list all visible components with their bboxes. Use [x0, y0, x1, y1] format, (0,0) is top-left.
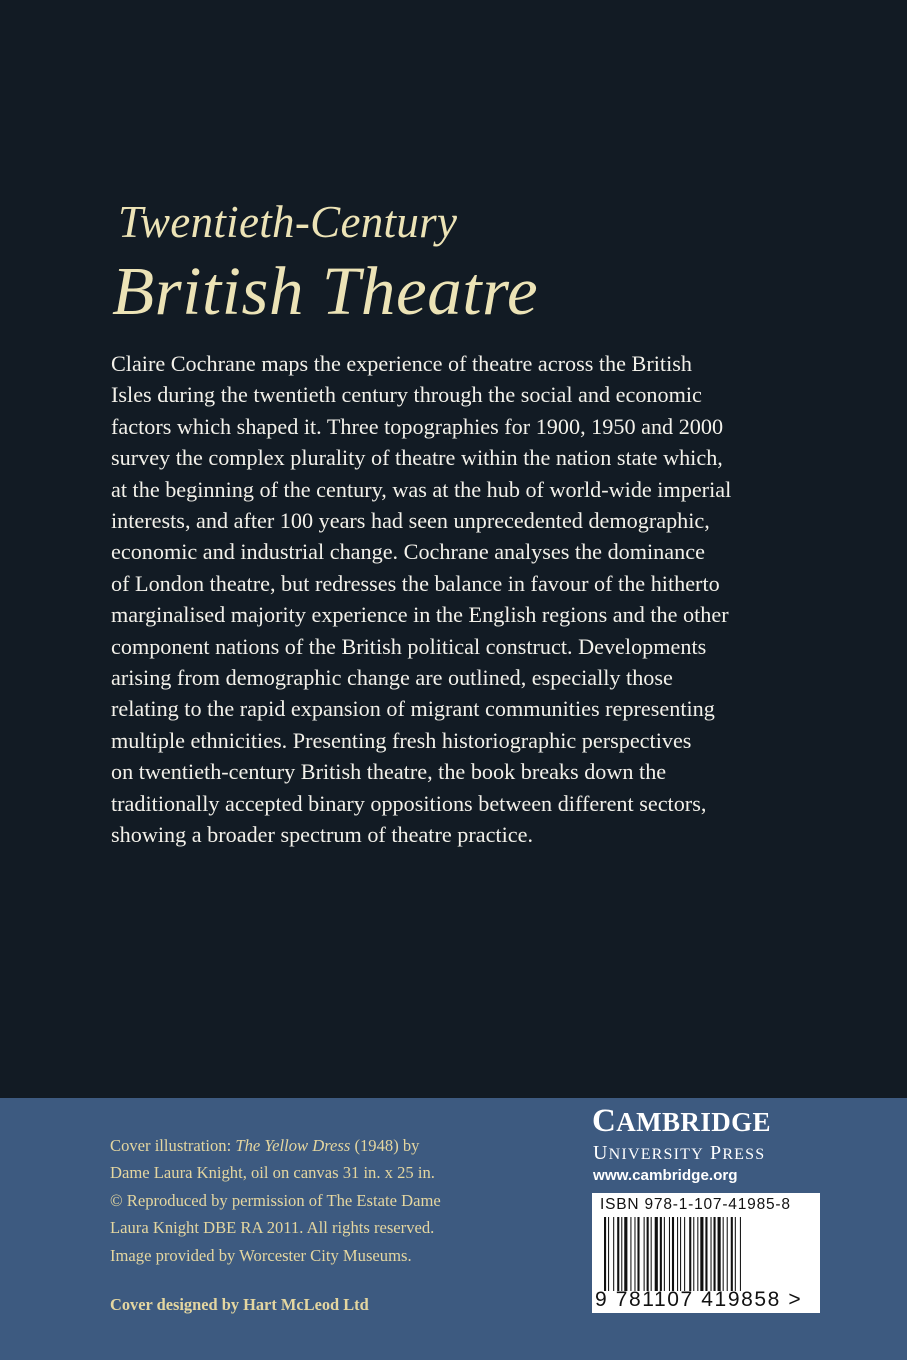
- publisher-name: CAMBRIDGE: [592, 1103, 771, 1139]
- publisher-subtitle: UNIVERSITY PRESS: [593, 1142, 766, 1164]
- blurb-line: marginalised majority experience in the English regions and the other: [111, 602, 729, 628]
- barcode-bar: [617, 1217, 619, 1291]
- barcode-digits: 9 781107 419858 >: [595, 1288, 803, 1311]
- barcode-bar: [637, 1217, 639, 1291]
- credit-line-first: [110, 1132, 550, 1159]
- barcode-bar: [621, 1217, 622, 1291]
- barcode-bar: [624, 1217, 627, 1291]
- credit-line: Dame Laura Knight, oil on canvas 31 in. x 25 in.: [110, 1163, 435, 1183]
- barcode-bar: [608, 1217, 609, 1291]
- blurb-line: survey the complex plurality of theatre within the nation state which,: [111, 445, 723, 471]
- credit-line: Image provided by Worcester City Museums.: [110, 1245, 412, 1265]
- blurb-line: Isles during the twentieth century through the social and economic: [111, 382, 702, 408]
- barcode-bar: [700, 1217, 703, 1291]
- book-blurb: [111, 348, 801, 851]
- barcode-bar: [655, 1217, 658, 1291]
- blurb-line: at the beginning of the century, was at the hub of world-wide imperial: [111, 476, 732, 502]
- barcode-bar: [672, 1217, 674, 1291]
- blurb-line: arising from demographic change are outlined, especially those: [111, 665, 673, 691]
- isbn-barcode: [592, 1193, 820, 1313]
- barcode-bar: [604, 1217, 606, 1291]
- barcode-bar: [651, 1217, 652, 1291]
- blurb-line: multiple ethnicities. Presenting fresh historiographic perspectives: [111, 727, 692, 753]
- barcode-bar: [718, 1217, 721, 1291]
- barcode-bar: [664, 1217, 665, 1291]
- barcode-bar: [680, 1217, 681, 1291]
- blurb-line: Claire Cochrane maps the experience of theatre across the British: [111, 351, 692, 376]
- cover-designer-credit: Cover designed by Hart McLeod Ltd: [110, 1295, 369, 1314]
- barcode-bar: [684, 1217, 685, 1291]
- blurb-line: economic and industrial change. Cochrane analyses the dominance: [111, 539, 705, 565]
- blurb-line: factors which shaped it. Three topographies for 1900, 1950 and 2000: [111, 413, 724, 439]
- barcode-bar: [735, 1217, 736, 1291]
- barcode-bar: [669, 1217, 670, 1291]
- credit-artwork-rest: (1948) by: [350, 1136, 420, 1155]
- credit-line: Laura Knight DBE RA 2011. All rights reserved.: [110, 1218, 435, 1238]
- barcode-bar: [727, 1217, 728, 1291]
- cover-credits: [110, 1132, 550, 1269]
- blurb-line: on twentieth-century British theatre, the book breaks down the: [111, 759, 667, 785]
- barcode-bars: [604, 1217, 809, 1291]
- blurb-line: showing a broader spectrum of theatre practice.: [111, 822, 533, 848]
- barcode-bar: [711, 1217, 712, 1291]
- barcode-bar: [723, 1217, 724, 1291]
- blurb-line: of London theatre, but redresses the balance in favour of the hitherto: [111, 570, 720, 596]
- book-title-line-1: Twentieth-Century: [118, 197, 458, 247]
- publisher-url: www.cambridge.org: [593, 1167, 738, 1184]
- barcode-bar: [714, 1217, 716, 1291]
- artwork-title: The Yellow Dress: [235, 1136, 351, 1155]
- barcode-bar: [634, 1217, 635, 1291]
- barcode-bar: [705, 1217, 707, 1291]
- barcode-bar: [630, 1217, 631, 1291]
- book-title-line-2: British Theatre: [112, 253, 539, 329]
- barcode-bar: [731, 1217, 733, 1291]
- credit-line: © Reproduced by permission of The Estate Dame: [110, 1190, 441, 1210]
- barcode-bar: [740, 1217, 741, 1291]
- isbn-label: ISBN 978-1-107-41985-8: [600, 1196, 791, 1213]
- blurb-line: relating to the rapid expansion of migrant communities representing: [111, 696, 715, 722]
- barcode-bar: [644, 1217, 645, 1291]
- barcode-bar: [693, 1217, 694, 1291]
- barcode-bar: [613, 1217, 614, 1291]
- barcode-bar: [677, 1217, 678, 1291]
- barcode-bar: [689, 1217, 691, 1291]
- blurb-line: component nations of the British political construct. Developments: [111, 633, 707, 659]
- barcode-bar: [647, 1217, 649, 1291]
- blurb-line: interests, and after 100 years had seen unprecedented demographic,: [111, 508, 710, 534]
- credit-prefix: Cover illustration:: [110, 1136, 236, 1155]
- barcode-bar: [660, 1217, 662, 1291]
- barcode-bar: [697, 1217, 698, 1291]
- blurb-line: traditionally accepted binary oppositions between different sectors,: [111, 790, 707, 816]
